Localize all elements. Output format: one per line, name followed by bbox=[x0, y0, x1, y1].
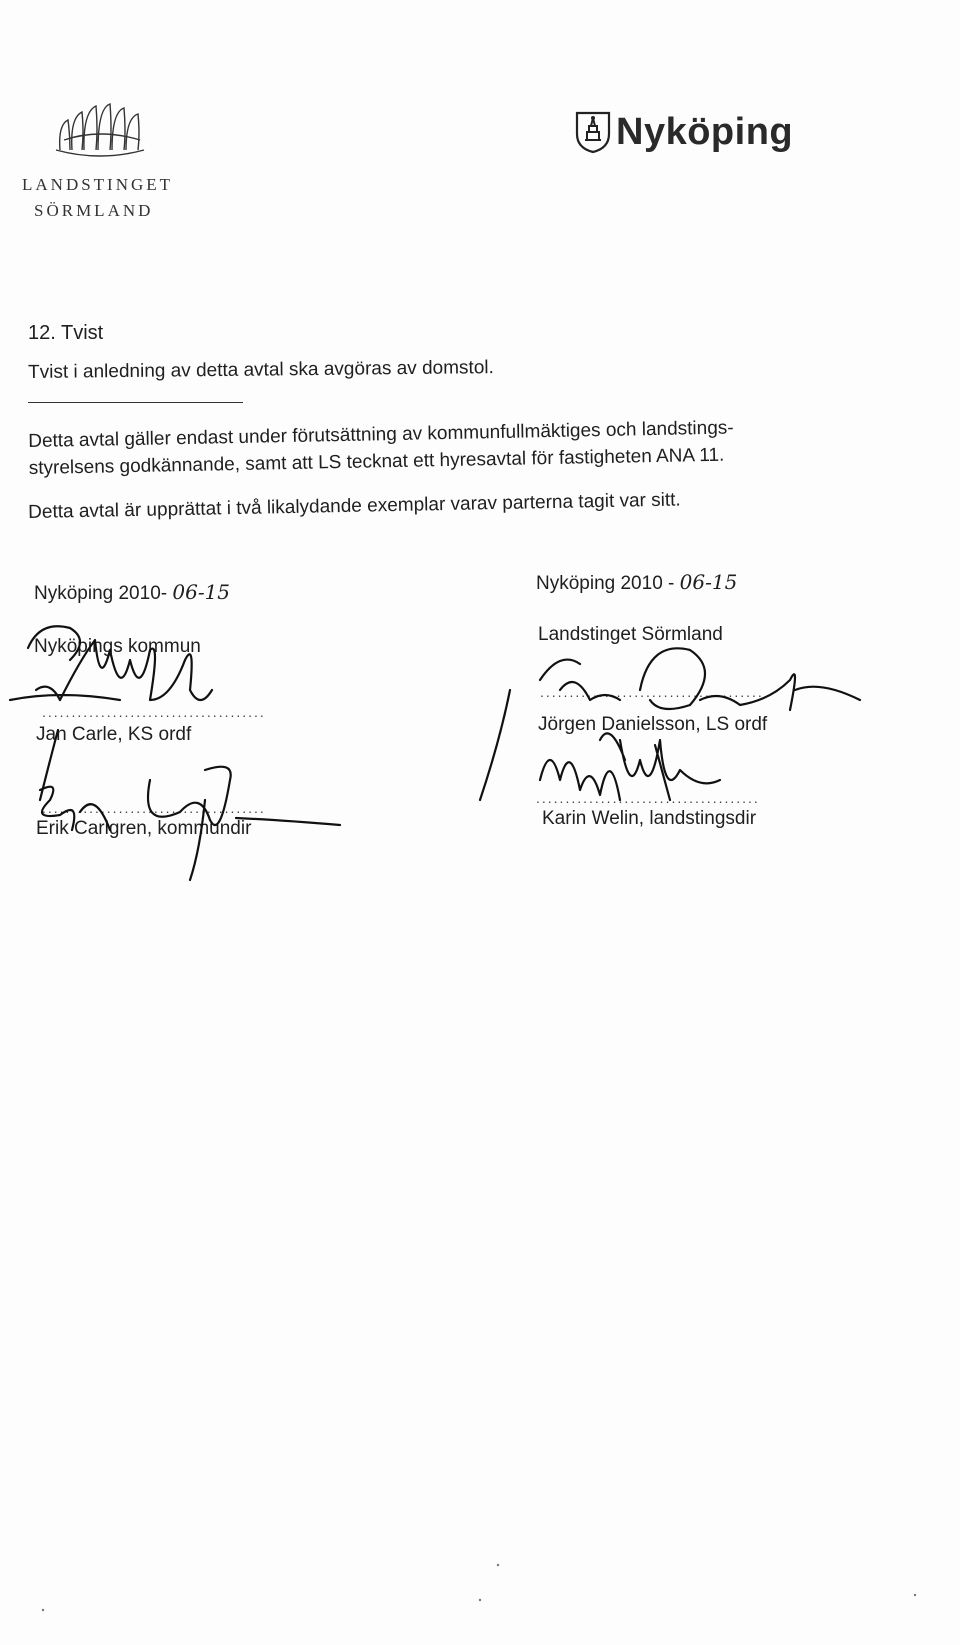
nykoping-crest-icon bbox=[574, 110, 612, 154]
left-place-date bbox=[34, 580, 230, 605]
paragraph-copies: Detta avtal är upprättat i två likalydande exemplar varav parterna tagit var sitt. bbox=[28, 489, 681, 523]
left-organization: Nyköpings kommun bbox=[34, 636, 201, 657]
section-heading: 12. Tvist bbox=[28, 322, 104, 344]
left-signature-line-1: ...................................... bbox=[42, 704, 266, 720]
left-signature-line-2: ...................................... bbox=[42, 800, 266, 816]
left-date-handwritten: 06-15 bbox=[172, 580, 231, 604]
nykoping-wordmark: Nyköping bbox=[616, 110, 794, 153]
right-signature-line-1: ...................................... bbox=[540, 684, 764, 700]
right-organization: Landstinget Sörmland bbox=[538, 624, 723, 645]
right-place-date-printed: Nyköping 2010 - bbox=[536, 573, 675, 594]
nykoping-logo bbox=[574, 110, 793, 154]
left-signer-2: Erik Carlgren, kommundir bbox=[36, 818, 252, 839]
right-signer-1: Jörgen Danielsson, LS ordf bbox=[538, 714, 768, 735]
divider-line bbox=[28, 402, 243, 403]
scan-speck bbox=[914, 1594, 916, 1596]
landstinget-line2: SÖRMLAND bbox=[34, 201, 154, 220]
paragraph-conditions: Detta avtal gäller endast under förutsättning av kommunfullmäktiges och landstings-styrelsens godkännande, samt att LS tecknat ett hyresavtal för fastigheten ANA 11. bbox=[28, 417, 734, 479]
left-place-date-printed: Nyköping 2010- bbox=[34, 583, 168, 604]
paragraph-dispute: Tvist i anledning av detta avtal ska avgöras av domstol. bbox=[28, 357, 494, 383]
right-date-handwritten: 06-15 bbox=[679, 570, 738, 594]
right-signature-line-2: ...................................... bbox=[536, 790, 760, 806]
signature-initial-mark bbox=[36, 687, 60, 700]
scan-speck bbox=[479, 1599, 481, 1601]
right-signer-2: Karin Welin, landstingsdir bbox=[542, 808, 757, 829]
landstinget-line1: LANDSTINGET bbox=[22, 175, 174, 194]
landstinget-wordmark bbox=[22, 172, 173, 224]
left-signer-1: Jan Carle, KS ordf bbox=[36, 724, 192, 745]
landstinget-logo-icon bbox=[50, 100, 150, 160]
scan-speck bbox=[42, 1609, 44, 1611]
scan-speck bbox=[497, 1564, 499, 1566]
right-place-date bbox=[536, 570, 737, 595]
